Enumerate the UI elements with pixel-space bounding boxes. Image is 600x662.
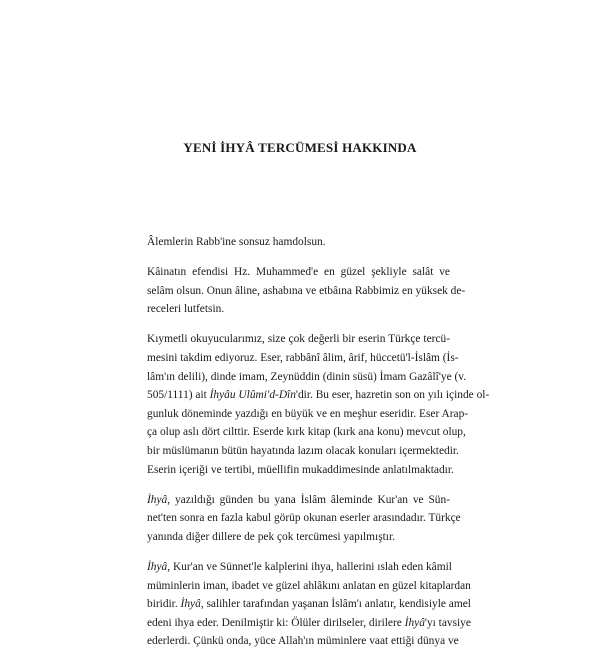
text-segment: Âlemlerin Rabb'ine sonsuz hamdolsun. (147, 236, 326, 248)
text-line (147, 461, 454, 480)
text-segment: 'dir. Bu eser, hazretin son on yılı içinde ol- (295, 389, 490, 402)
text-line (147, 263, 450, 282)
page-title: YENİ İHYÂ TERCÜMESİ HAKKINDA (183, 140, 417, 155)
text-line (147, 423, 466, 442)
text-line (147, 614, 471, 633)
paragraph (147, 233, 450, 252)
paragraph (147, 491, 461, 547)
text-line (147, 442, 459, 461)
text-segment: ederlerdi. Çünkü onda, yüce Allah'ın müminlere vaat ettiği dünya ve (147, 635, 459, 648)
text-line (147, 405, 469, 424)
text-line (147, 386, 490, 405)
text-line (147, 632, 459, 651)
text-segment: 505/1111) ait (147, 389, 210, 402)
text-segment: biridir. (147, 598, 181, 611)
italic-title-text: İhyâu Ulûmi'd-Dîn (209, 389, 296, 402)
text-segment: mesini takdim ediyoruz. Eser, rabbânî âlim, ârif, hüccetü'l-İslâm (İs- (147, 351, 459, 364)
text-line (147, 509, 461, 528)
body-text (147, 233, 490, 662)
paragraph (147, 558, 471, 651)
text-line (147, 233, 450, 252)
text-segment: ça olup aslı dört cilttir. Eserde kırk kitap (kırk ana konu) mevcut olup, (147, 426, 466, 439)
text-segment: 'yı tavsiye (424, 616, 471, 629)
text-segment: selâm olsun. Onun âline, ashabına ve etbâına Rabbimiz en yüksek de- (147, 284, 466, 297)
text-segment: net'ten sonra en fazla kabul görüp okunan eserler arasındadır. Türkçe (147, 512, 461, 525)
italic-title-text: İhyâ (180, 598, 201, 611)
paragraph (147, 330, 490, 479)
text-segment: lâm'ın delili), dinde imam, Zeynüddin (dinin süsü) İmam Gazâlî'ye (v. (147, 370, 467, 383)
italic-title-text: İhyâ (147, 493, 168, 506)
text-line (147, 368, 467, 387)
text-segment: gunluk döneminde yazdığı en büyük ve en meşhur eseridir. Eser Arap- (147, 407, 469, 420)
text-segment: Kâinatın efendisi Hz. Muhammed'e en güzel şekliyle salât ve (147, 266, 450, 279)
italic-title-text: İhyâ (147, 560, 168, 573)
text-line (147, 558, 450, 577)
text-segment: edeni ihya eder. Denilmiştir ki: Ölüler dirilseler, dirilere (147, 616, 405, 629)
text-line (147, 595, 471, 614)
text-segment: , salihler tarafından yaşanan İslâm'ı anlatır, kendisiyle amel (200, 598, 471, 611)
text-segment: yanında diğer dillere de pek çok tercümesi yapılmıştır. (147, 530, 395, 543)
italic-title-text: İhyâ (404, 616, 425, 629)
text-line (147, 349, 459, 368)
text-segment: , yazıldığı günden bu yana İslâm âleminde Kur'an ve Sün- (167, 493, 450, 506)
text-segment: Eserin içeriği ve tertibi, müellifin mukaddimesinde anlatılmaktadır. (147, 463, 454, 476)
text-line (147, 330, 450, 349)
paragraph (147, 263, 466, 319)
text-line (147, 491, 450, 510)
text-segment: bir müslümanın bütün hayatında lazım olacak konuları içermektedir. (147, 444, 459, 457)
text-line (147, 528, 450, 547)
text-line (147, 577, 471, 596)
text-segment: receleri lutfetsin. (147, 303, 225, 316)
text-segment: müminlerin iman, ibadet ve güzel ahlâkını anlatan en güzel kitaplardan (147, 579, 471, 592)
text-segment: , Kur'an ve Sünnet'le kalplerini ihya, hallerini ıslah eden kâmil (167, 560, 452, 573)
text-segment: Kıymetli okuyucularımız, size çok değerli bir eserin Türkçe tercü- (147, 333, 450, 346)
text-line (147, 282, 466, 301)
text-line (147, 300, 450, 319)
